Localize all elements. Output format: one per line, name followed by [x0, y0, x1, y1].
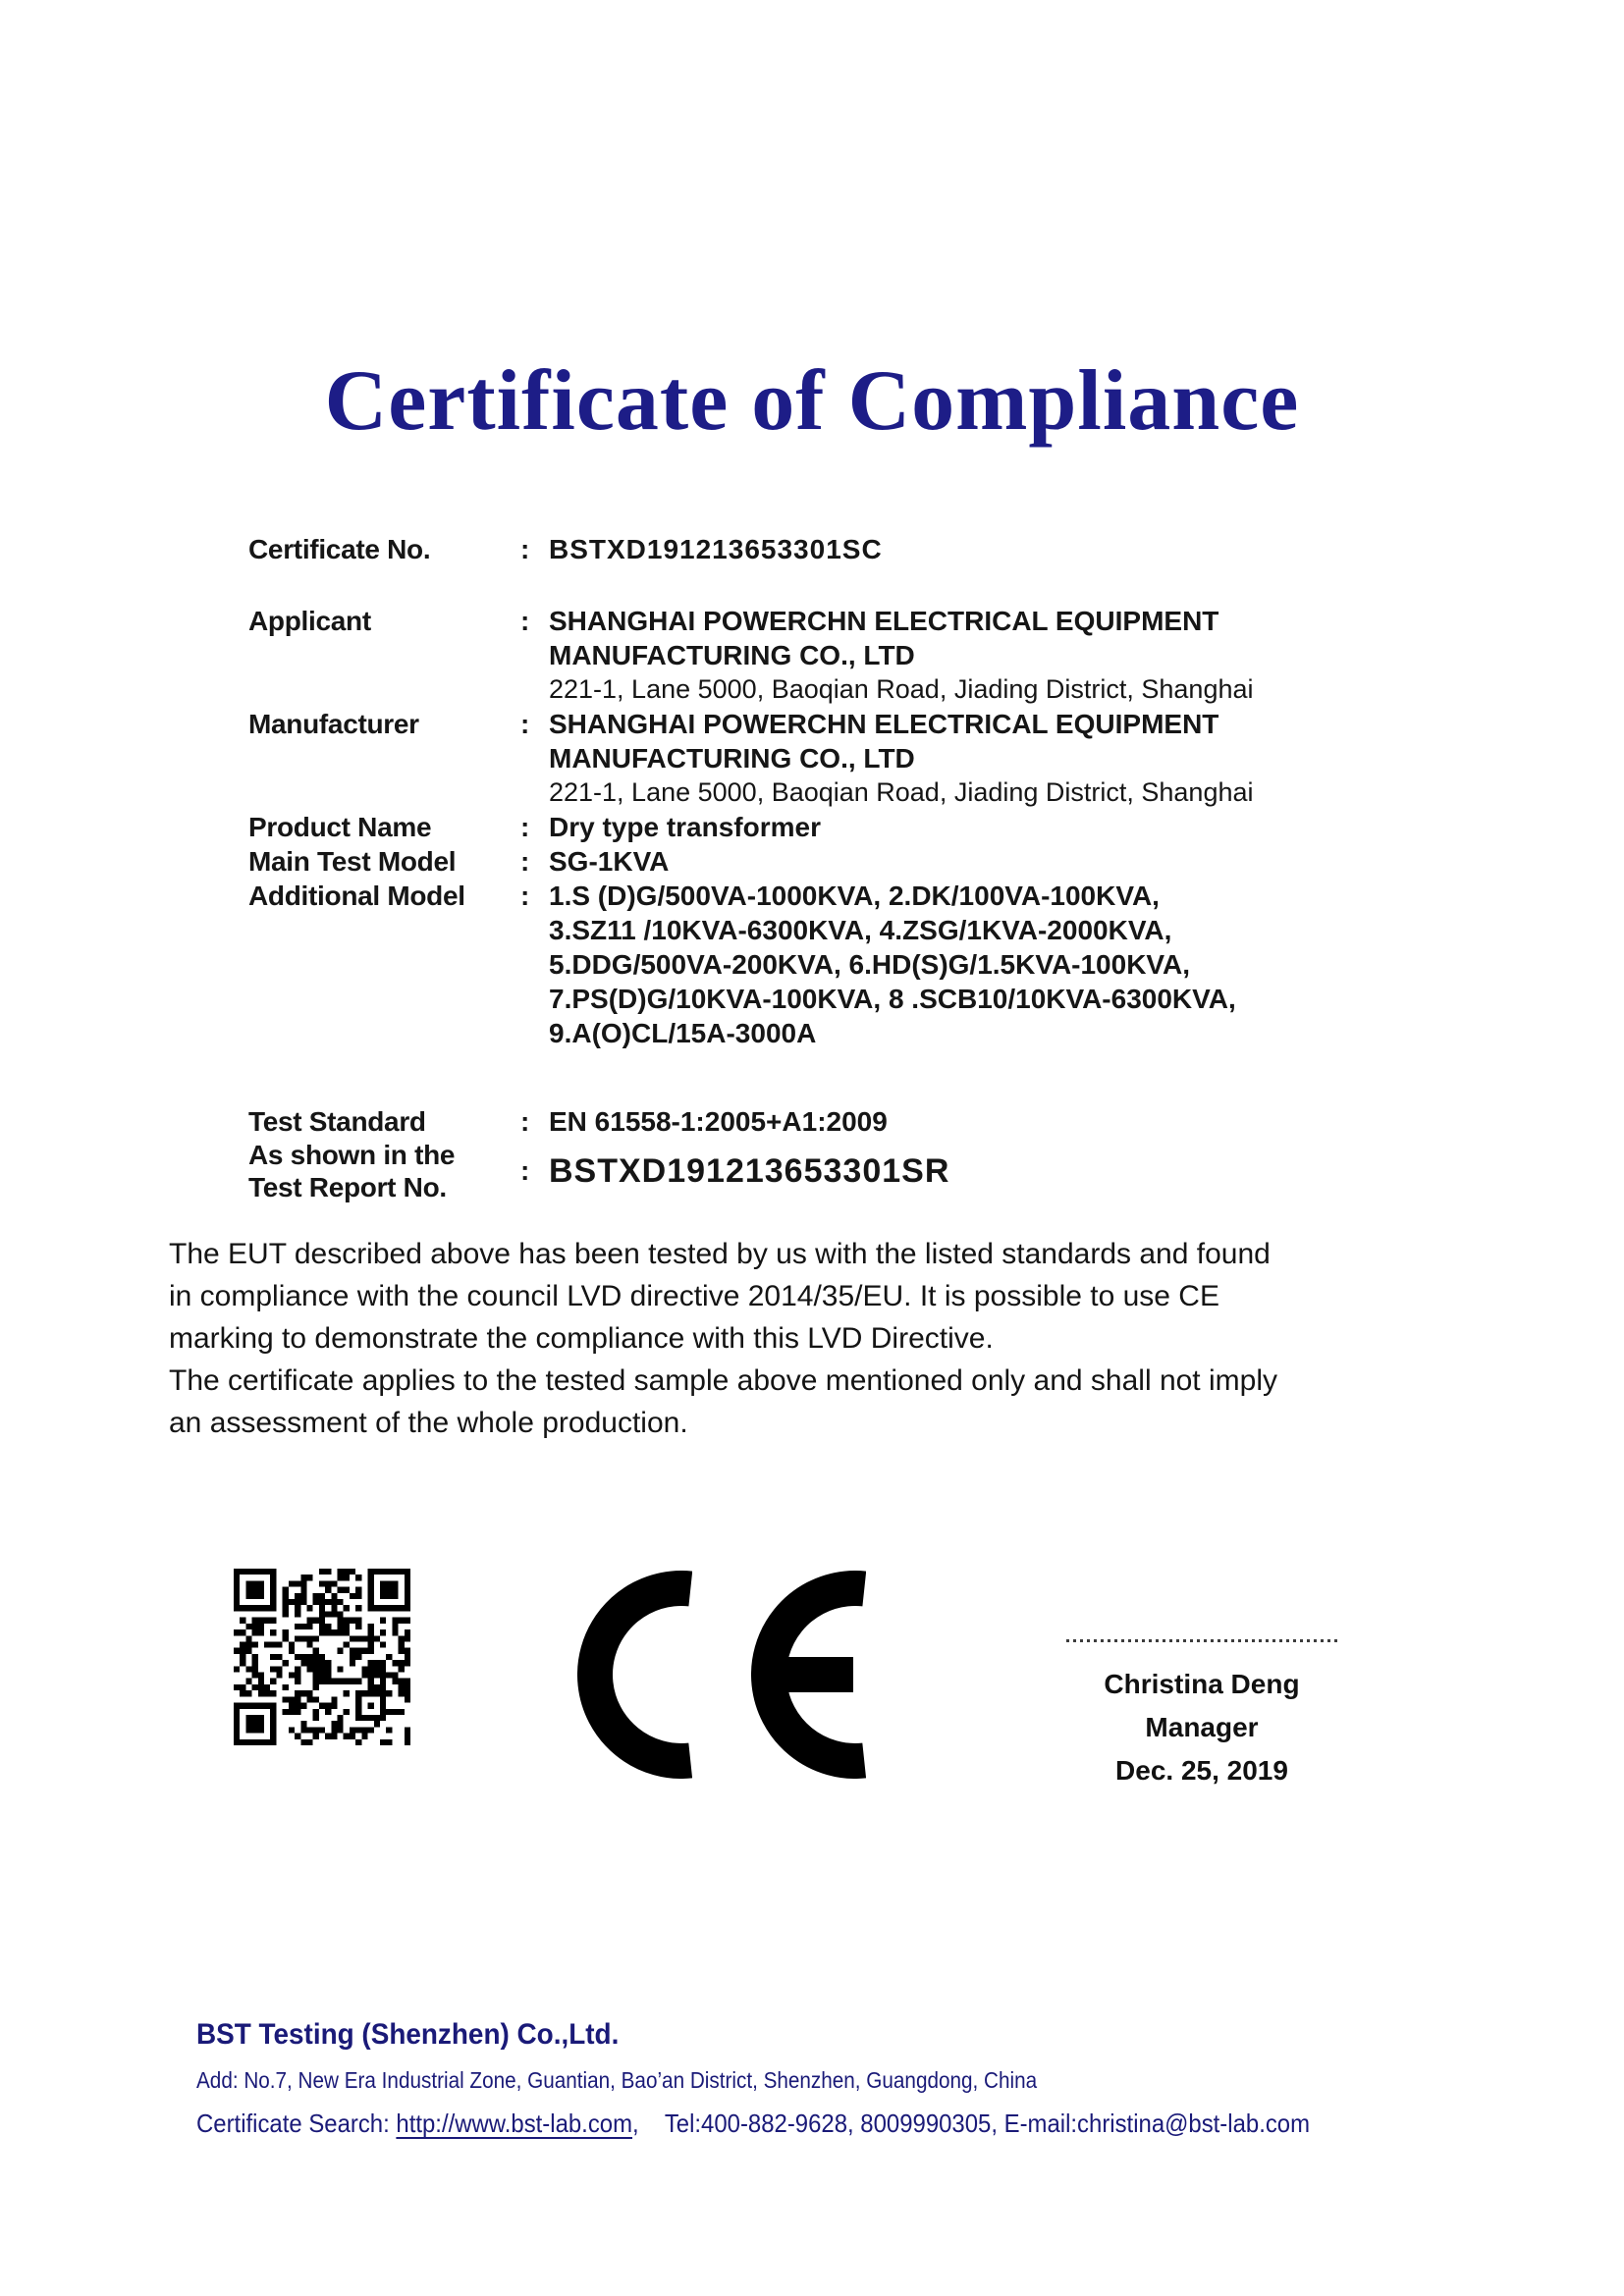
signature-dotted-line — [1066, 1639, 1337, 1642]
signer-name: Christina Deng — [1104, 1669, 1300, 1699]
test-standard-block — [248, 1104, 949, 1203]
field-label: Additional Model — [248, 881, 465, 911]
field-colon: : — [520, 606, 530, 636]
statement-line: marking to demonstrate the compliance with this LVD Directive. — [169, 1322, 994, 1355]
field-label: Product Name — [248, 812, 432, 842]
field-label: Certificate No. — [248, 534, 431, 564]
manufacturer-address: 221-1, Lane 5000, Baoqian Road, Jiading District, Shanghai — [549, 777, 1254, 807]
additional-model-line: 9.A(O)CL/15A-3000A — [549, 1018, 817, 1048]
test-standard-row — [248, 1104, 949, 1139]
test-report-label-line: As shown in the — [248, 1140, 456, 1170]
page-title: Certificate of Compliance — [324, 353, 1300, 449]
certificate-fields — [248, 532, 1254, 1050]
certificate-search-line — [196, 2109, 1310, 2139]
field-label: Main Test Model — [248, 846, 457, 877]
ce-mark — [577, 1571, 866, 1779]
test-report-row — [248, 1139, 949, 1203]
field-row-product-name — [248, 810, 1254, 844]
test-standard-label: Test Standard — [248, 1106, 426, 1137]
field-colon: : — [520, 881, 530, 911]
statement-line: an assessment of the whole production. — [169, 1407, 688, 1439]
field-colon: : — [520, 846, 530, 877]
qr-code-block — [234, 1569, 410, 1745]
lab-address: Add: No.7, New Era Industrial Zone, Guantian, Bao’an District, Shenzhen, Guangdong, China — [196, 2067, 1038, 2093]
field-colon: : — [520, 812, 530, 842]
test-report-label-line: Test Report No. — [248, 1172, 447, 1202]
additional-model-line: 3.SZ11 /10KVA-6300KVA, 4.ZSG/1KVA-2000KVA, — [549, 915, 1172, 945]
field-label: Manufacturer — [248, 709, 419, 739]
qr-code — [234, 1569, 410, 1745]
applicant-name-line: MANUFACTURING CO., LTD — [549, 640, 915, 670]
additional-model-line: 5.DDG/500VA-200KVA, 6.HD(S)G/1.5KVA-100KVA, — [549, 949, 1191, 980]
field-row-manufacturer — [248, 707, 1254, 810]
footer — [196, 2018, 1407, 2139]
statement-line: in compliance with the council LVD directive 2014/35/EU. It is possible to use CE — [169, 1280, 1219, 1312]
contact-info: , Tel:400-882-9628, 8009990305, E-mail:christina@bst-lab.com — [632, 2109, 1311, 2138]
ce-letter-e-icon — [751, 1571, 866, 1779]
field-colon: : — [520, 534, 530, 564]
certificate-search-link[interactable]: http://www.bst-lab.com — [396, 2109, 633, 2138]
additional-model-line: 1.S (D)G/500VA-1000KVA, 2.DK/100VA-100KVA, — [549, 881, 1160, 911]
manufacturer-name-line: MANUFACTURING CO., LTD — [549, 743, 915, 774]
applicant-address: 221-1, Lane 5000, Baoqian Road, Jiading District, Shanghai — [549, 674, 1254, 704]
statement-line: The certificate applies to the tested sample above mentioned only and shall not imply — [169, 1364, 1277, 1397]
ce-letter-c-icon — [577, 1571, 692, 1779]
applicant-name-line: SHANGHAI POWERCHN ELECTRICAL EQUIPMENT — [549, 606, 1219, 636]
signer-role: Manager — [1145, 1712, 1259, 1742]
field-row-additional-model — [248, 879, 1254, 1050]
field-colon: : — [520, 1106, 530, 1137]
test-report-number: BSTXD191213653301SR — [549, 1151, 950, 1190]
compliance-statement — [169, 1233, 1445, 1444]
field-row-applicant — [248, 604, 1254, 707]
test-standard-value: EN 61558-1:2005+A1:2009 — [549, 1106, 888, 1137]
field-colon: : — [520, 709, 530, 739]
lab-company-name: BST Testing (Shenzhen) Co.,Ltd. — [196, 2018, 620, 2051]
signature-block — [1066, 1639, 1337, 1792]
signature-date: Dec. 25, 2019 — [1115, 1755, 1288, 1786]
certificate-search-label: Certificate Search: — [196, 2109, 397, 2138]
field-label: Applicant — [248, 606, 371, 636]
main-test-model: SG-1KVA — [549, 846, 670, 877]
product-name: Dry type transformer — [549, 812, 821, 842]
field-row-certificate-no — [248, 532, 1254, 566]
manufacturer-name-line: SHANGHAI POWERCHN ELECTRICAL EQUIPMENT — [549, 709, 1219, 739]
field-colon: : — [520, 1155, 530, 1186]
field-row-main-test-model — [248, 844, 1254, 879]
statement-line: The EUT described above has been tested by us with the listed standards and found — [169, 1238, 1271, 1270]
additional-model-line: 7.PS(D)G/10KVA-100KVA, 8 .SCB10/10KVA-6300KVA, — [549, 984, 1236, 1014]
certificate-number: BSTXD191213653301SC — [549, 534, 883, 564]
